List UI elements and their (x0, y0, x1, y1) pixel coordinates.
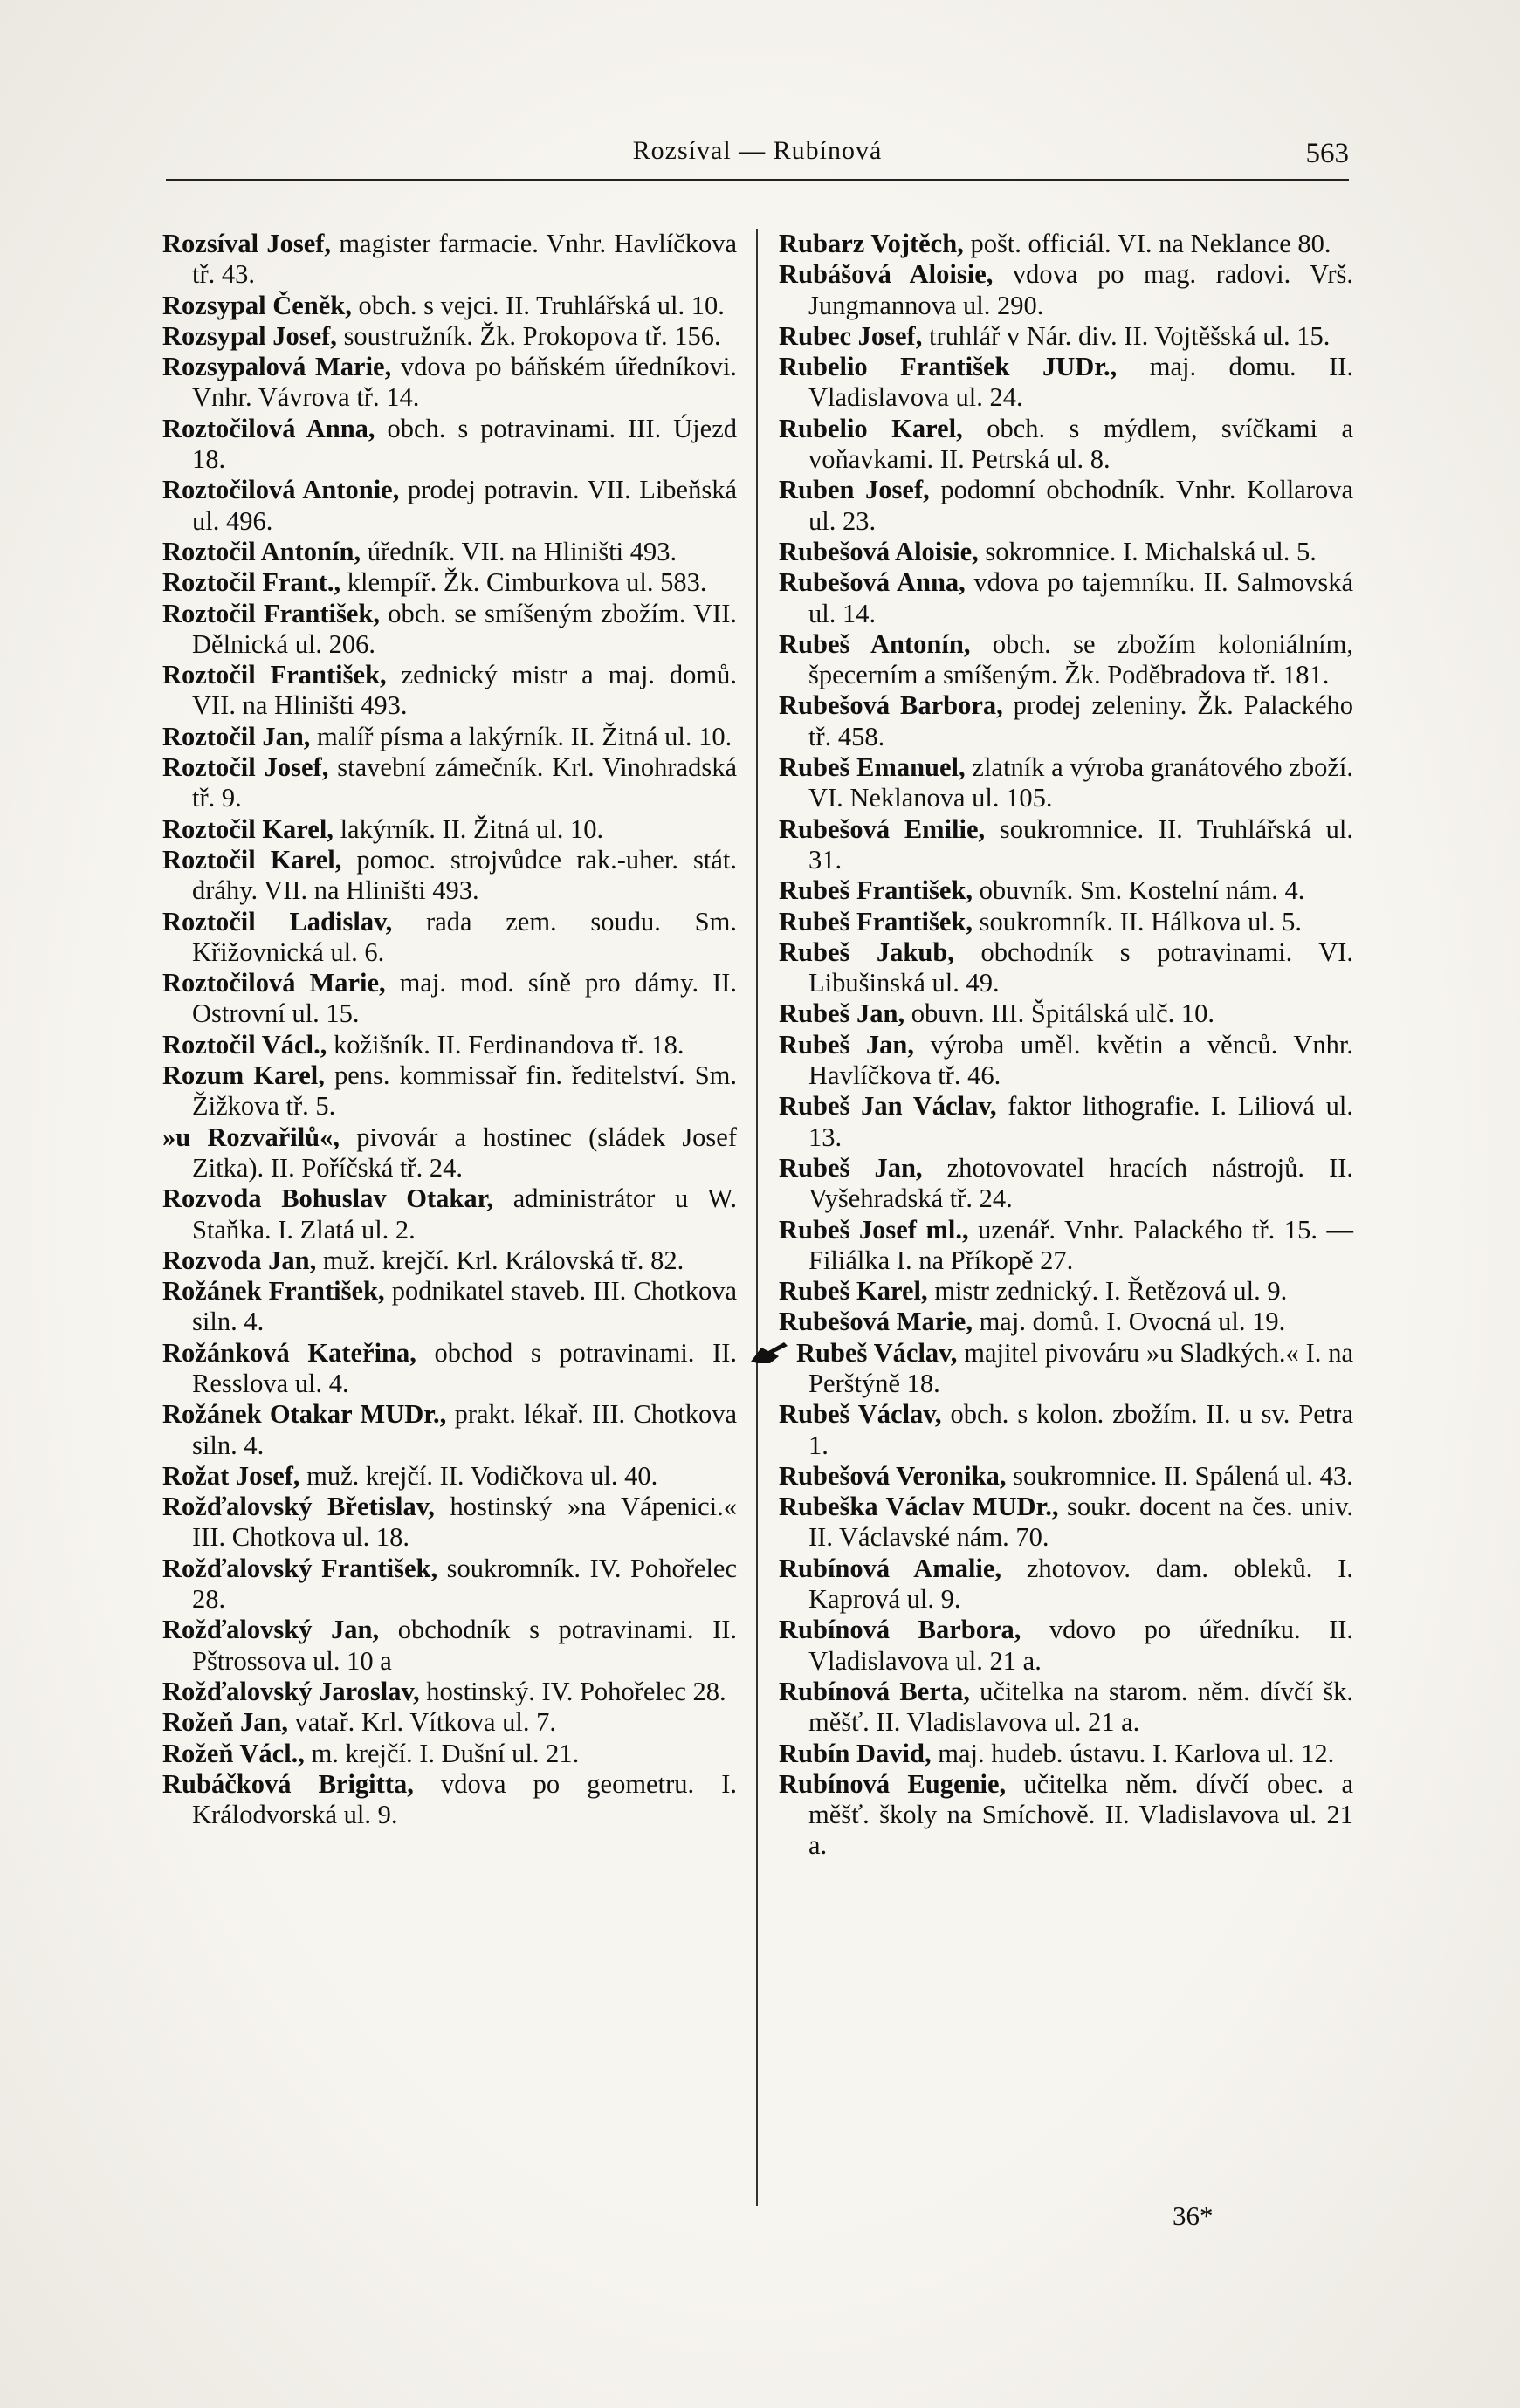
entry-details: soukromník. IV. Pohořelec 28. (192, 1553, 737, 1615)
entry-details: obuvn. III. Špitálská ulč. 10. (911, 998, 1215, 1029)
directory-entry (162, 352, 737, 414)
directory-entry (162, 229, 737, 291)
directory-entry (779, 567, 1353, 629)
entry-name: Rubáčková Brigitta, (162, 1768, 414, 1799)
entry-details: vdova po tajemníku. II. Salmovská ul. 14. (808, 567, 1353, 628)
entry-details: klempíř. Žk. Cimburkova ul. 583. (347, 567, 707, 598)
entry-details: obchod s potravinami. II. Resslova ul. 4. (192, 1337, 737, 1398)
directory-entry (162, 1769, 737, 1831)
entry-details: vatař. Krl. Vítkova ul. 7. (294, 1707, 556, 1738)
directory-entry (779, 1091, 1353, 1153)
directory-entry (779, 1615, 1353, 1677)
entry-name: Roztočil Antonín, (162, 536, 361, 566)
entry-details: soukr. docent na čes. univ. II. Václavské nám. 70. (808, 1492, 1354, 1553)
entry-name: Rubeš Antonín, (779, 628, 971, 659)
entry-name: Rožánková Kateřina, (162, 1337, 416, 1368)
entry-name: Rubín David, (779, 1738, 932, 1768)
entry-details: stavební zámečník. Krl. Vinohradská tř. 9. (192, 752, 737, 813)
entry-name: Roztočil Václ., (162, 1029, 327, 1060)
entry-details: podomní obchodník. Vnhr. Kollarova ul. 23. (808, 475, 1354, 536)
entry-name: Rozsíval Josef, (162, 229, 332, 258)
entry-details: prodej potravin. VII. Libeňská ul. 496. (192, 475, 737, 536)
entry-name: Rubeš Jan Václav, (779, 1091, 997, 1122)
directory-entry (779, 1338, 1353, 1400)
directory-entry (162, 321, 737, 352)
entry-details: zhotovov. dam. obleků. I. Kaprová ul. 9. (808, 1553, 1354, 1615)
entry-details: pens. kommissař fin. ředitelství. Sm. Žižkova tř. 5. (192, 1060, 738, 1122)
entry-name: Roztočilová Anna, (162, 413, 375, 443)
entry-details: zednický mistr a maj. domů. VII. na Hliništi 493. (192, 660, 738, 721)
directory-entry (779, 414, 1353, 476)
directory-entry (779, 998, 1353, 1029)
directory-entry (162, 1399, 737, 1461)
entry-details: maj. hudeb. ústavu. I. Karlova ul. 12. (938, 1738, 1335, 1768)
running-title: Rozsíval — Rubínová (632, 136, 883, 165)
entry-name: Rubeš Josef ml., (779, 1214, 969, 1245)
entry-name: Rožeň Václ., (162, 1738, 305, 1768)
entry-name: Rubeš Václav, (779, 1399, 942, 1430)
directory-entry (162, 1122, 737, 1184)
entry-name: Rubínová Amalie, (779, 1553, 1002, 1583)
entry-name: Rozvoda Jan, (162, 1245, 317, 1275)
entry-details: obch. se smíšeným zbožím. VII. Dělnická ul. 206. (192, 598, 737, 659)
entry-name: Roztočil Karel, (162, 844, 342, 875)
directory-entry (779, 475, 1353, 537)
entry-name: »u Rozvařilů«, (162, 1122, 340, 1152)
directory-entry (162, 599, 737, 661)
directory-entry (162, 968, 737, 1030)
directory-entry (162, 1739, 737, 1769)
entry-details: obch. s vejci. II. Truhlářská ul. 10. (358, 290, 725, 320)
directory-entry (779, 1215, 1353, 1277)
directory-entry (779, 629, 1353, 691)
directory-entry (162, 814, 737, 845)
entry-name: Rožďalovský Jaroslav, (162, 1676, 420, 1706)
entry-name: Rubešová Barbora, (779, 690, 1003, 721)
entry-name: Roztočilová Marie, (162, 968, 386, 998)
entry-name: Rubínová Barbora, (779, 1615, 1021, 1645)
entry-details: vdova po mag. radovi. Vrš. Jungmannova ul. 290. (808, 259, 1354, 320)
entry-details: lakýrník. II. Žitná ul. 10. (340, 813, 604, 844)
entry-details: muž. krejčí. Krl. Královská tř. 82. (322, 1245, 684, 1275)
directory-entry (162, 1183, 737, 1245)
entry-details: obch. se zbožím koloniálním, špecerním a smíšeným. Žk. Poděbradova tř. 181. (808, 628, 1353, 690)
entry-name: Rubelio František JUDr., (779, 352, 1118, 382)
entry-details: pošt. officiál. VI. na Neklance 80. (970, 229, 1331, 258)
entry-details: obch. s potravinami. III. Újezd 18. (192, 413, 737, 475)
entry-details: učitelka něm. dívčí obec. a měšť. školy na Smíchově. II. Vladislavova ul. 21 a. (808, 1768, 1353, 1861)
entry-details: vdova po geometru. I. Králodvorská ul. 9. (192, 1768, 738, 1830)
directory-entry (779, 875, 1353, 906)
entry-name: Rubeš Karel, (779, 1276, 928, 1307)
entry-name: Rubelio Karel, (779, 413, 963, 443)
entry-details: prakt. lékař. III. Chotkova siln. 4. (192, 1399, 738, 1460)
entry-name: Rožánek Otakar MUDr., (162, 1399, 447, 1430)
directory-entry (162, 1245, 737, 1276)
entry-name: Rozsypal Josef, (162, 320, 337, 351)
entry-name: Rubínová Eugenie, (779, 1768, 1007, 1799)
right-column (779, 229, 1353, 1862)
directory-entry (779, 1276, 1353, 1307)
entry-name: Roztočil Frant., (162, 567, 341, 598)
entry-name: Roztočilová Antonie, (162, 475, 400, 505)
directory-entry (162, 567, 737, 598)
entry-details: obchodník s potravinami. II. Pštrossova ul. 10 a (192, 1615, 738, 1676)
directory-entry (162, 1338, 737, 1400)
directory-entry (779, 1739, 1353, 1769)
directory-entry (779, 1461, 1353, 1492)
entry-details: maj. domů. I. Ovocná ul. 19. (979, 1307, 1286, 1337)
entry-details: zlatník a výroba granátového zboží. VI. Neklanova ul. 105. (808, 752, 1354, 813)
entry-details: m. krejčí. I. Dušní ul. 21. (311, 1738, 580, 1768)
entry-name: Roztočil Jan, (162, 721, 311, 751)
directory-entry (779, 229, 1353, 259)
running-head (166, 131, 1349, 176)
entry-details: výroba uměl. květin a věnců. Vnhr. Havlíčkova tř. 46. (808, 1029, 1353, 1091)
entry-details: soukromník. II. Hálkova ul. 5. (979, 906, 1302, 936)
entry-details: pivovár a hostinec (sládek Josef Zitka). II. Poříčská tř. 24. (192, 1122, 737, 1183)
directory-entry (162, 722, 737, 752)
entry-name: Rubášová Aloisie, (779, 259, 994, 290)
directory-entry (162, 660, 737, 722)
directory-entry (162, 1276, 737, 1338)
entry-name: Rubešová Emilie, (779, 813, 986, 844)
pointing-hand-icon (749, 1339, 791, 1367)
entry-details: malíř písma a lakýrník. II. Žitná ul. 10. (317, 721, 732, 751)
entry-name: Roztočil František, (162, 598, 380, 628)
directory-entry (162, 1615, 737, 1677)
entry-details: maj. domu. II. Vladislavova ul. 24. (808, 352, 1354, 413)
directory-entry (779, 1153, 1353, 1215)
entry-name: Rozvoda Bohuslav Otakar, (162, 1183, 493, 1214)
directory-entry (779, 814, 1353, 876)
directory-entry (162, 907, 737, 969)
directory-entry (162, 1030, 737, 1060)
directory-entry (162, 475, 737, 537)
entry-name: Rubeš Jan, (779, 1152, 923, 1183)
directory-entry (162, 1707, 737, 1738)
entry-name: Ruben Josef, (779, 475, 930, 505)
directory-entry (162, 1554, 737, 1616)
directory-entry (779, 752, 1353, 814)
entry-name: Rozsypal Čeněk, (162, 290, 352, 320)
entry-details: rada zem. soudu. Sm. Křižovnická ul. 6. (192, 906, 737, 967)
entry-name: Rubeš Jan, (779, 998, 905, 1029)
directory-entry (779, 937, 1353, 999)
directory-entry (779, 1677, 1353, 1739)
directory-entry (779, 1769, 1353, 1862)
directory-entry (779, 1399, 1353, 1461)
directory-entry (779, 1492, 1353, 1554)
entry-details: hostinský »na Vápenici.« III. Chotkova ul. 18. (192, 1492, 738, 1553)
directory-entry (779, 352, 1353, 414)
entry-name: Rubeš Jan, (779, 1029, 915, 1060)
page-number: 563 (1305, 138, 1349, 169)
entry-details: zhotovovatel hracích nástrojů. II. Vyšehradská tř. 24. (808, 1152, 1354, 1214)
entry-name: Rubeška Václav MUDr., (779, 1492, 1059, 1522)
entry-name: Roztočil Josef, (162, 752, 329, 783)
entry-name: Rubeš Václav, (796, 1337, 958, 1368)
entry-details: soustružník. Žk. Prokopova tř. 156. (343, 320, 721, 351)
directory-entry (779, 537, 1353, 567)
entry-name: Rožďalovský František, (162, 1553, 438, 1583)
directory-entry (779, 1030, 1353, 1092)
entry-details: prodej zeleniny. Žk. Palackého tř. 458. (808, 690, 1353, 751)
entry-name: Roztočil František, (162, 660, 387, 690)
directory-entry (162, 414, 737, 476)
entry-details: truhlář v Nár. div. II. Vojtěšská ul. 15. (928, 320, 1331, 351)
directory-entry (779, 1307, 1353, 1337)
directory-entry (162, 1492, 737, 1554)
entry-details: muž. krejčí. II. Vodičkova ul. 40. (306, 1460, 658, 1491)
entry-name: Rubínová Berta, (779, 1676, 970, 1706)
directory-entry (162, 1677, 737, 1707)
entry-name: Rubeš František, (779, 906, 973, 936)
header-rule (166, 179, 1349, 181)
entry-details: mistr zednický. I. Řetězová ul. 9. (934, 1276, 1288, 1307)
entry-details: učitelka na starom. něm. dívčí šk. měšť. II. Vladislavova ul. 21 a. (808, 1676, 1354, 1738)
entry-details: vdova po báňském úředníkovi. Vnhr. Vávrova tř. 14. (192, 352, 737, 413)
directory-entry (779, 1554, 1353, 1616)
directory-entry (779, 259, 1353, 321)
entry-details: hostinský. IV. Pohořelec 28. (426, 1676, 726, 1706)
entry-name: Rožďalovský Jan, (162, 1615, 380, 1645)
entry-name: Rubešová Anna, (779, 567, 966, 598)
entry-details: maj. mod. síně pro dámy. II. Ostrovní ul. 15. (192, 968, 738, 1029)
directory-entry (162, 291, 737, 321)
entry-details: podnikatel staveb. III. Chotkova siln. 4. (192, 1276, 737, 1337)
directory-entry (779, 690, 1353, 752)
entry-name: Rubeš František, (779, 875, 973, 906)
directory-entry (162, 1461, 737, 1492)
entry-details: faktor lithografie. I. Liliová ul. 13. (808, 1091, 1354, 1152)
entry-details: soukromnice. II. Spálená ul. 43. (1013, 1460, 1353, 1491)
entry-name: Rožat Josef, (162, 1460, 300, 1491)
entry-name: Rožeň Jan, (162, 1707, 289, 1738)
entry-details: úředník. VII. na Hliništi 493. (367, 536, 677, 566)
entry-name: Roztočil Karel, (162, 813, 334, 844)
entry-details: administrátor u W. Staňka. I. Zlatá ul. 2. (192, 1183, 738, 1245)
entry-name: Rubec Josef, (779, 320, 923, 351)
entry-name: Rubeš Jakub, (779, 936, 954, 967)
entry-name: Rožďalovský Břetislav, (162, 1492, 435, 1522)
entry-name: Roztočil Ladislav, (162, 906, 393, 936)
entry-name: Rubešová Veronika, (779, 1460, 1007, 1491)
entry-name: Rubeš Emanuel, (779, 752, 966, 783)
entry-details: uzenář. Vnhr. Palackého tř. 15. — Filiálka I. na Příkopě 27. (808, 1214, 1353, 1275)
entry-details: magister farmacie. Vnhr. Havlíčkova tř. 43. (192, 229, 738, 290)
entry-details: sokromnice. I. Michalská ul. 5. (985, 536, 1317, 566)
entry-name: Rubešová Marie, (779, 1307, 973, 1337)
entry-details: kožišník. II. Ferdinandova tř. 18. (333, 1029, 684, 1060)
entry-details: pomoc. strojvůdce rak.-uher. stát. dráhy. VII. na Hliništi 493. (192, 844, 737, 906)
directory-entry (162, 845, 737, 907)
entry-details: obch. s kolon. zbožím. II. u sv. Petra 1. (808, 1399, 1353, 1460)
entry-details: obuvník. Sm. Kostelní nám. 4. (979, 875, 1305, 906)
entry-details: vdovo po úředníku. II. Vladislavova ul. 21 a. (808, 1615, 1354, 1676)
directory-entry (162, 752, 737, 814)
entry-name: Rozum Karel, (162, 1060, 325, 1091)
directory-entry (779, 321, 1353, 352)
signature-mark: 36* (1173, 2200, 1214, 2231)
entry-name: Rožánek František, (162, 1276, 385, 1307)
directory-entry (162, 1060, 737, 1122)
left-column (162, 229, 737, 1830)
entry-details: majitel pivováru »u Sladkých.« I. na Perštýně 18. (808, 1337, 1353, 1398)
directory-entry (779, 907, 1353, 937)
entry-details: obchodník s potravinami. VI. Libušinská ul. 49. (808, 936, 1353, 998)
entry-details: soukromnice. II. Truhlářská ul. 31. (808, 813, 1353, 875)
entry-name: Rubarz Vojtěch, (779, 229, 964, 258)
column-divider (756, 229, 758, 2206)
entry-details: obch. s mýdlem, svíčkami a voňavkami. II. Petrská ul. 8. (808, 413, 1353, 475)
directory-entry (162, 537, 737, 567)
entry-name: Rubešová Aloisie, (779, 536, 979, 566)
entry-name: Rozsypalová Marie, (162, 352, 392, 382)
